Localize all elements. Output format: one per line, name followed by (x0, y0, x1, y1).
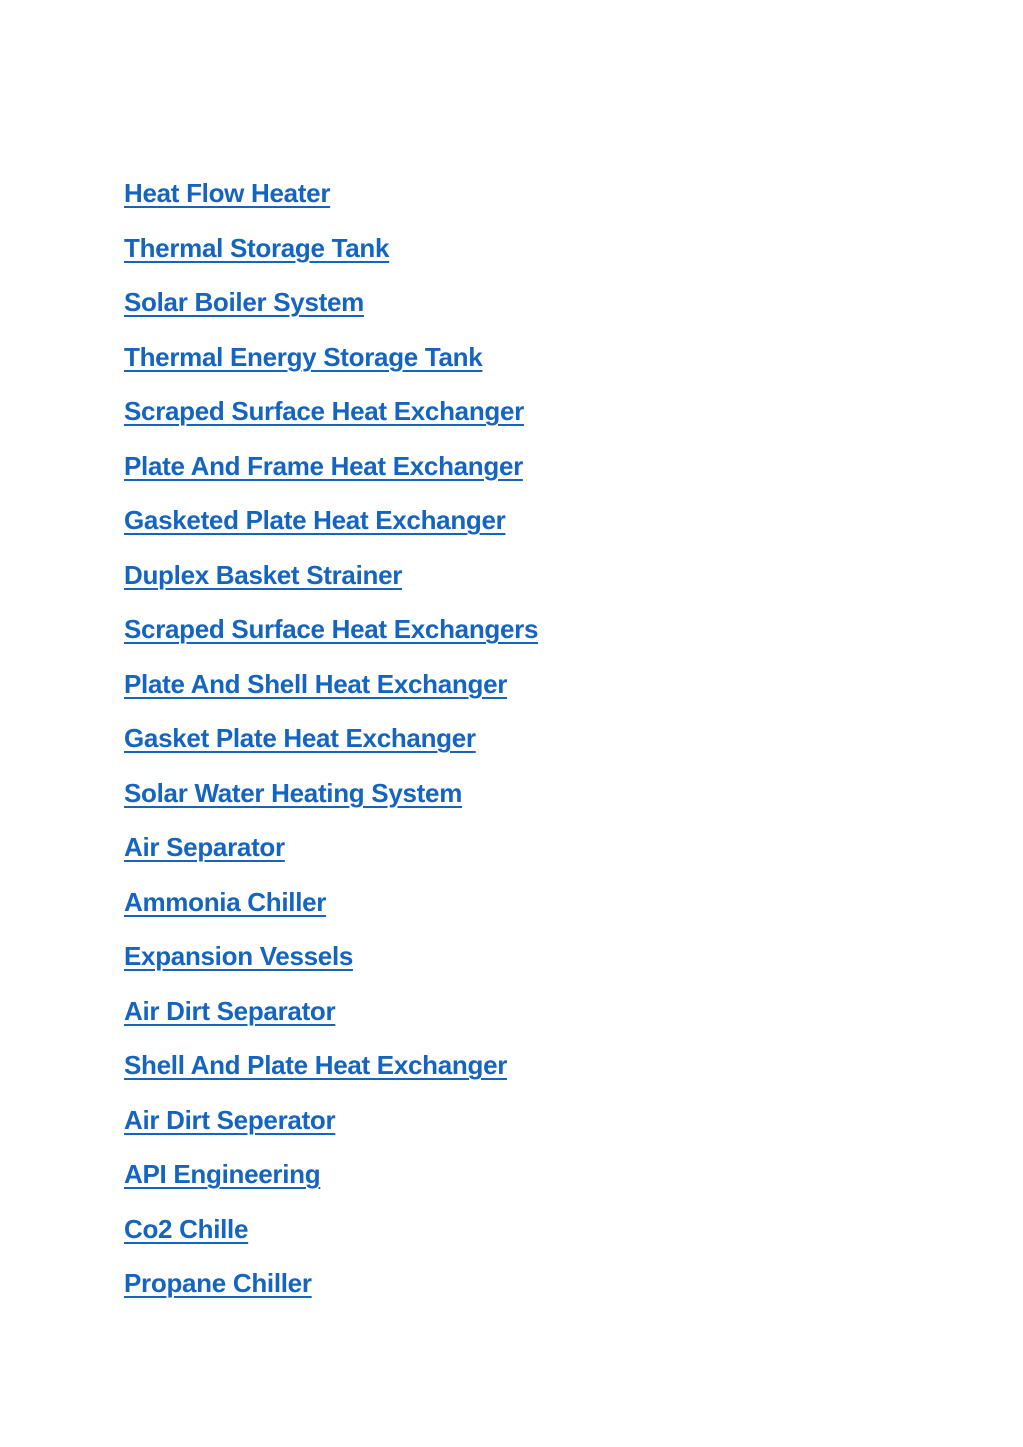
list-item (124, 885, 538, 940)
link-co2-chille[interactable]: Co2 Chille (124, 1213, 249, 1244)
link-air-dirt-seperator[interactable]: Air Dirt Seperator (124, 1104, 336, 1135)
list-item (124, 285, 538, 340)
link-duplex-basket-strainer[interactable]: Duplex Basket Strainer (124, 559, 403, 590)
link-expansion-vessels[interactable]: Expansion Vessels (124, 941, 354, 971)
link-gasketed-plate-heat-exchanger[interactable]: Gasketed Plate Heat Exchanger (124, 505, 506, 535)
list-item (124, 667, 538, 722)
link-air-separator[interactable]: Air Separator (124, 832, 285, 862)
list-item (124, 558, 538, 613)
link-solar-boiler-system[interactable]: Solar Boiler System (124, 287, 364, 317)
list-item (124, 830, 538, 885)
list-item (124, 449, 538, 504)
list-item (124, 776, 538, 831)
link-heat-flow-heater[interactable]: Heat Flow Heater (124, 178, 331, 208)
link-scraped-surface-heat-exchanger[interactable]: Scraped Surface Heat Exchanger (124, 396, 524, 426)
link-propane-chiller[interactable]: Propane Chiller (124, 1268, 312, 1298)
link-plate-and-shell-heat-exchanger[interactable]: Plate And Shell Heat Exchanger (124, 668, 508, 699)
link-list (124, 176, 538, 1321)
link-plate-and-frame-heat-exchanger[interactable]: Plate And Frame Heat Exchanger (124, 450, 523, 481)
link-gasket-plate-heat-exchanger[interactable]: Gasket Plate Heat Exchanger (124, 723, 476, 753)
list-item (124, 1048, 538, 1103)
list-item (124, 994, 538, 1049)
link-ammonia-chiller[interactable]: Ammonia Chiller (124, 886, 327, 917)
list-item (124, 612, 538, 667)
list-item (124, 1266, 538, 1321)
list-item (124, 939, 538, 994)
list-item (124, 1212, 538, 1267)
list-item (124, 1157, 538, 1212)
link-air-dirt-separator[interactable]: Air Dirt Separator (124, 995, 336, 1026)
link-api-engineering[interactable]: API Engineering (124, 1159, 321, 1189)
list-item (124, 176, 538, 231)
list-item (124, 340, 538, 395)
link-solar-water-heating-system[interactable]: Solar Water Heating System (124, 777, 463, 808)
list-item (124, 503, 538, 558)
link-shell-and-plate-heat-exchanger[interactable]: Shell And Plate Heat Exchanger (124, 1050, 508, 1080)
link-thermal-storage-tank[interactable]: Thermal Storage Tank (124, 232, 390, 263)
list-item (124, 394, 538, 449)
list-item (124, 721, 538, 776)
link-thermal-energy-storage-tank[interactable]: Thermal Energy Storage Tank (124, 341, 483, 372)
list-item (124, 1103, 538, 1158)
list-item (124, 231, 538, 286)
link-scraped-surface-heat-exchangers[interactable]: Scraped Surface Heat Exchangers (124, 614, 539, 644)
